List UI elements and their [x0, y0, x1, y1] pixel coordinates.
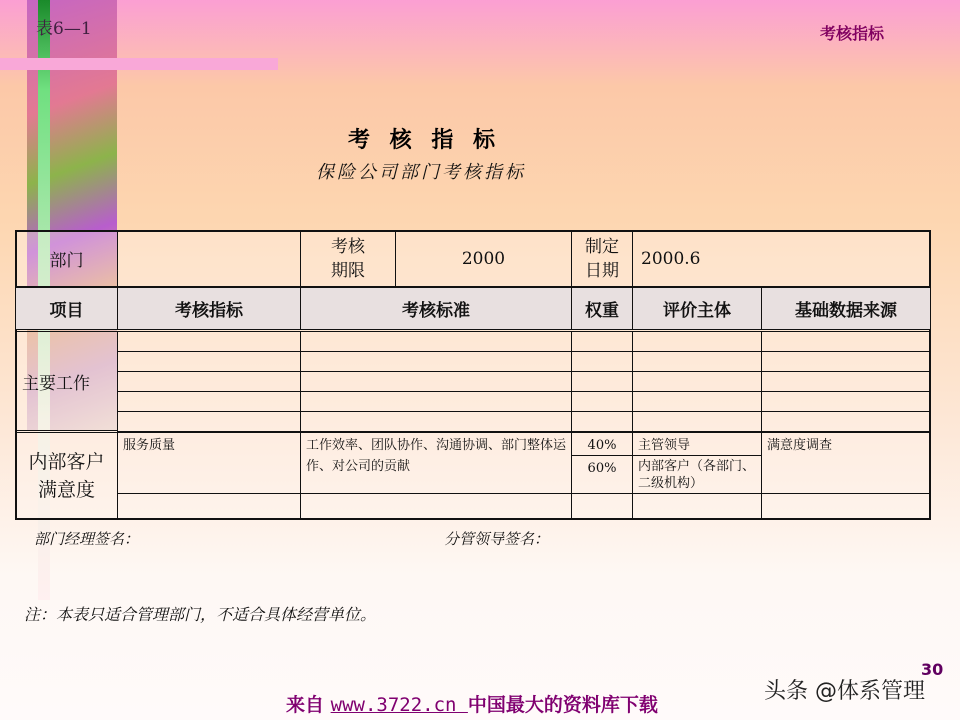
watermark: 头条 @体系管理 — [764, 679, 925, 704]
main-work-cell — [761, 351, 931, 372]
header-evaluator: 评价主体 — [632, 287, 762, 330]
header-indicator: 考核指标 — [117, 287, 301, 330]
main-work-cell — [571, 351, 633, 372]
empty-cell — [632, 493, 762, 520]
main-work-cell — [761, 411, 931, 432]
dept-value[interactable] — [117, 230, 301, 287]
main-work-cell — [117, 411, 301, 432]
leader-signature: 分管领导签名： — [444, 530, 550, 548]
main-work-cell — [300, 391, 572, 412]
empty-cell — [300, 493, 572, 520]
period-value: 2000 — [395, 230, 572, 287]
weight-2: 60% — [571, 455, 633, 494]
main-work-cell — [571, 411, 633, 432]
customer-source: 满意度调查 — [761, 432, 931, 494]
main-work-cell — [117, 351, 301, 372]
main-work-label: 主要工作 — [15, 331, 118, 431]
header-standard: 考核标准 — [300, 287, 572, 330]
footer-prefix: 来自 — [286, 694, 331, 716]
customer-label: 内部客户满意度 — [15, 432, 118, 520]
evaluator-1: 主管领导 — [632, 432, 762, 456]
customer-indicator: 服务质量 — [117, 432, 301, 494]
header-item: 项目 — [15, 287, 118, 330]
weight-1: 40% — [571, 432, 633, 456]
main-work-cell — [300, 371, 572, 392]
main-work-cell — [117, 391, 301, 412]
main-work-cell — [300, 411, 572, 432]
date-value: 2000.6 — [632, 230, 931, 287]
main-work-cell — [571, 331, 633, 352]
customer-standard: 工作效率、团队协作、沟通协调、部门整体运作、对公司的贡献 — [300, 432, 572, 494]
main-work-cell — [761, 371, 931, 392]
empty-cell — [571, 493, 633, 520]
evaluator-2: 内部客户（各部门、二级机构） — [632, 455, 762, 494]
page-subtitle: 保险公司部门考核指标 — [316, 162, 526, 183]
main-work-cell — [632, 331, 762, 352]
main-work-cell — [300, 331, 572, 352]
footer-source — [286, 690, 658, 717]
dept-manager-signature: 部门经理签名： — [34, 530, 140, 548]
main-work-cell — [632, 411, 762, 432]
page-number: 30 — [921, 660, 944, 679]
main-work-cell — [761, 391, 931, 412]
date-label: 制定日期 — [571, 230, 633, 287]
main-work-cell — [571, 391, 633, 412]
main-work-cell — [632, 391, 762, 412]
header-source: 基础数据来源 — [761, 287, 931, 330]
dept-label: 部门 — [15, 230, 118, 287]
header-weight: 权重 — [571, 287, 633, 330]
empty-cell — [117, 493, 301, 520]
main-work-cell — [117, 371, 301, 392]
main-work-cell — [117, 331, 301, 352]
empty-cell — [761, 493, 931, 520]
main-work-cell — [300, 351, 572, 372]
footer-suffix: 中国最大的资料库下载 — [467, 694, 658, 716]
period-label: 考核期限 — [300, 230, 396, 287]
main-work-cell — [632, 351, 762, 372]
page-title: 考 核 指 标 — [348, 127, 501, 153]
main-work-cell — [632, 371, 762, 392]
decorative-bar — [0, 58, 278, 70]
footnote: 注：本表只适合管理部门，不适合具体经营单位。 — [24, 605, 377, 624]
main-work-cell — [761, 331, 931, 352]
footer-link[interactable]: www.3722.cn — [330, 694, 468, 716]
table-number: 表6—1 — [36, 19, 92, 39]
corner-title: 考核指标 — [820, 24, 885, 43]
main-work-cell — [571, 371, 633, 392]
